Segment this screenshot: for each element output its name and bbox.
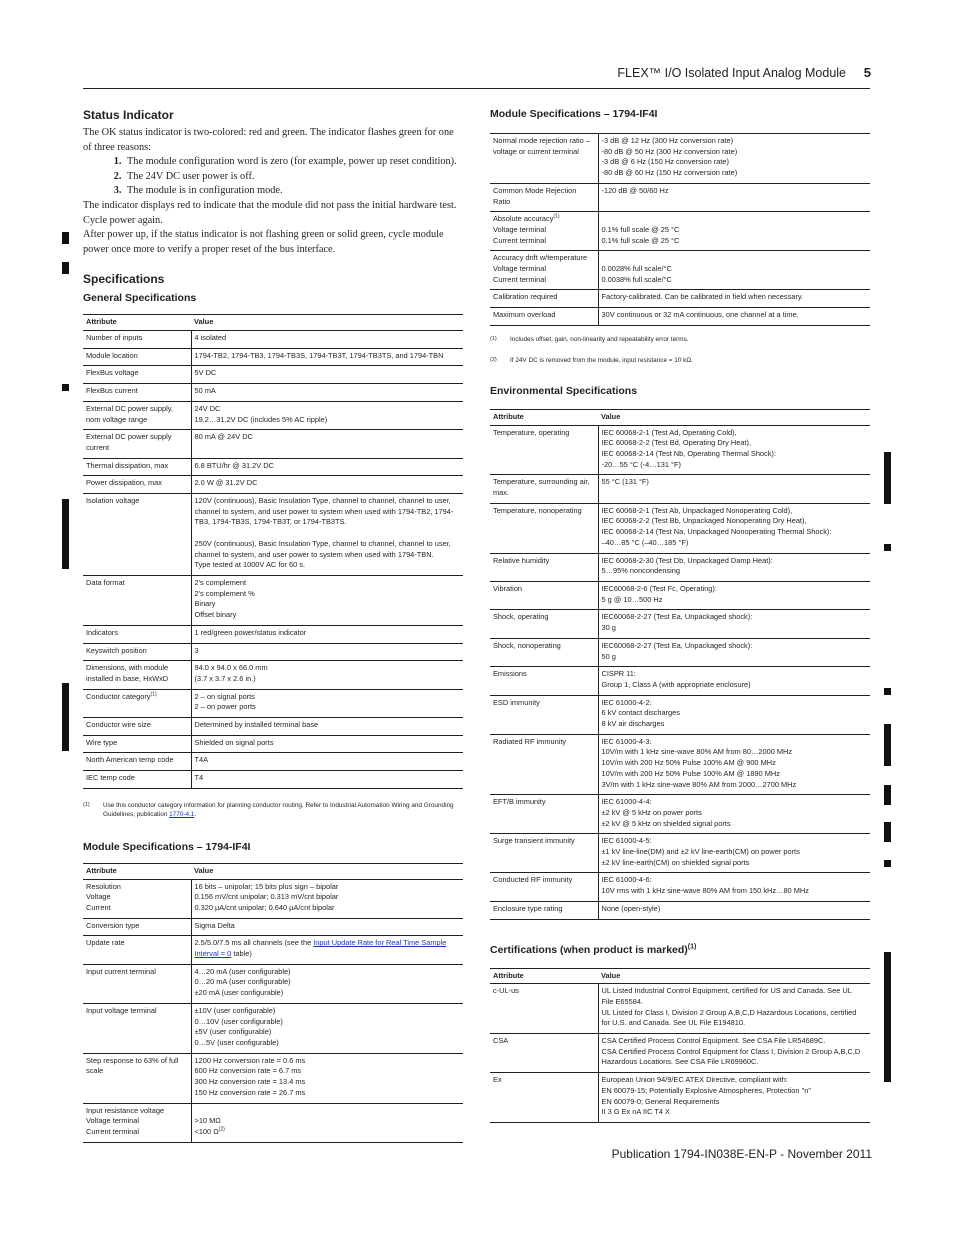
value-cell: European Union 94/9/EC ATEX Directive, compliant with: EN 60079-15; Potentially Explosive Atmospheres, Protection "n" EN 60079-0; General Requirements II 3 G Ex nA IIC T4 X <box>598 1073 870 1123</box>
change-bar <box>884 785 891 805</box>
table-header-row <box>490 409 870 425</box>
attribute-cell: Update rate <box>83 936 191 964</box>
table-row <box>490 1073 870 1123</box>
header-rule <box>83 88 870 89</box>
value-cell: 16 bits – unipolar; 15 bits plus sign – bipolar 0.156 mV/cnt unipolar; 0.313 mV/cnt bipolar 0.320 µA/cnt unipolar; 0.640 µA/cnt bipolar <box>191 879 463 918</box>
attribute-cell: Thermal dissipation, max <box>83 458 191 476</box>
status-reason-list <box>83 155 463 199</box>
value-text: 2.5/5.0/7.5 ms all channels (see the <box>194 938 314 948</box>
attribute-cell: Ex <box>490 1073 598 1123</box>
column-header: Attribute <box>490 968 598 984</box>
column-header: Attribute <box>490 409 598 425</box>
value-cell: 2 – on signal ports 2 – on power ports <box>191 689 463 717</box>
module-spec-heading: Module Specifications – 1794-IF4I <box>83 840 251 853</box>
table-row <box>490 134 870 184</box>
change-bar <box>884 452 891 504</box>
attribute-cell: Isolation voltage <box>83 494 191 576</box>
table-row <box>83 458 463 476</box>
value-cell: 120V (continuous), Basic Insulation Type, channel to channel, channel to user, channel to system, and user power to system when used with 1794-TB2, 1794-TB3, 1794-TB3S, 1794-TB3T, or 1794-TB3TS. 250V (continuous), Basic Insulation Type, channel to channel, channel to user, channel to system, and user power to system when used with 1794-TBN. Type tested at 1000V AC for 60 s. <box>191 494 463 576</box>
module-spec-table <box>83 863 463 1143</box>
attribute-cell: Calibration required <box>490 290 598 308</box>
footnote-text: Includes offset, gain, non-linearity and repeatability error terms. <box>510 335 689 343</box>
footnote <box>83 801 463 819</box>
value-cell: -3 dB @ 12 Hz (300 Hz conversion rate) -80 dB @ 50 Hz (300 Hz conversion rate) -3 dB @ 6 Hz (150 Hz conversion rate) -80 dB @ 60 Hz (150 Hz conversion rate) <box>598 134 870 184</box>
table-row <box>83 918 463 936</box>
list-item: 1. The module configuration word is zero (for example, power up reset condition). <box>124 155 463 170</box>
certifications-heading-text: Certifications (when product is marked) <box>490 943 688 956</box>
attribute-cell: Input current terminal <box>83 964 191 1003</box>
table-row <box>83 718 463 736</box>
value-cell: 94.0 x 94.0 x 66.0 mm (3.7 x 3.7 x 2.6 in.) <box>191 661 463 689</box>
value-cell: CISPR 11: Group 1, Class A (with appropriate enclosure) <box>598 667 870 695</box>
footnote <box>490 356 870 365</box>
attribute-text: Absolute accuracy <box>493 214 554 224</box>
value-cell: 4 isolated <box>191 331 463 349</box>
specifications-heading: Specifications <box>83 272 165 287</box>
table-row <box>490 425 870 475</box>
footnote-text <box>103 801 463 819</box>
table-row <box>83 476 463 494</box>
table-row <box>490 475 870 503</box>
value-cell: 1 red/green power/status indicator <box>191 625 463 643</box>
status-paragraph: After power up, if the status indicator is not flashing green or solid green, cycle module power once more to verify a proper reset of the bus interface. <box>83 229 444 255</box>
table-row <box>83 936 463 964</box>
value-cell: 0.1% full scale @ 25 °C 0.1% full scale @ 25 °C <box>598 212 870 251</box>
value-cell: ±10V (user configurable) 0…10V (user configurable) ±5V (user configurable) 0…5V (user configurable) <box>191 1003 463 1053</box>
table-row <box>490 695 870 734</box>
left-column <box>83 108 463 1143</box>
module-spec-continued-heading: Module Specifications – 1794-IF4I <box>490 108 658 120</box>
footnote-end: . <box>194 810 197 818</box>
change-bar <box>62 262 69 274</box>
attribute-text: Conductor category <box>86 691 151 701</box>
attribute-cell: Temperature, surrounding air, max. <box>490 475 598 503</box>
attribute-cell: External DC power supply, nom voltage range <box>83 401 191 429</box>
change-bar <box>62 683 69 751</box>
value-cell <box>191 1103 463 1142</box>
value-cell: 80 mA @ 24V DC <box>191 430 463 458</box>
value-cell: 2's complement 2's complement % Binary Offset binary <box>191 576 463 626</box>
attribute-text: Voltage terminal Current terminal <box>493 224 546 245</box>
table-row <box>83 964 463 1003</box>
table-row <box>490 503 870 553</box>
attribute-cell: FlexBus current <box>83 384 191 402</box>
column-header: Value <box>191 315 463 331</box>
publication-footer: Publication 1794-IN038E-EN-P - November 2011 <box>611 1147 872 1161</box>
table-row <box>83 1053 463 1103</box>
attribute-cell: IEC temp code <box>83 771 191 789</box>
table-row <box>83 879 463 918</box>
attribute-cell: External DC power supply current <box>83 430 191 458</box>
page-number: 5 <box>863 65 871 80</box>
value-cell: IEC60068-2-27 (Test Ea, Unpackaged shock): 50 g <box>598 638 870 666</box>
footnote-number: (1) <box>490 335 497 342</box>
table-header-row <box>83 863 463 879</box>
value-cell: Determined by installed terminal base <box>191 718 463 736</box>
attribute-cell: Indicators <box>83 625 191 643</box>
column-header: Value <box>598 409 870 425</box>
change-bar <box>62 384 69 391</box>
change-bar <box>884 724 891 766</box>
certifications-table <box>490 968 870 1123</box>
value-cell: Shielded on signal ports <box>191 735 463 753</box>
running-header-title: FLEX™ I/O Isolated Input Analog Module <box>617 66 846 80</box>
change-bar <box>884 544 891 551</box>
value-cell: 4…20 mA (user configurable) 0…20 mA (user configurable) ±20 mA (user configurable) <box>191 964 463 1003</box>
attribute-cell: Input voltage terminal <box>83 1003 191 1053</box>
table-row <box>83 689 463 717</box>
table-row <box>83 494 463 576</box>
attribute-cell: North American temp code <box>83 753 191 771</box>
attribute-cell: Resolution Voltage Current <box>83 879 191 918</box>
table-row <box>83 643 463 661</box>
value-cell: CSA Certified Process Control Equipment. See CSA File LR54689C. CSA Certified Process Control Equipment for Class I, Division 2 Group A,B,C,D Hazardous Locations. See CSA File LR69960C. <box>598 1034 870 1073</box>
list-item: 3. The module is in configuration mode. <box>124 184 463 199</box>
value-cell: IEC 61000-4-2: 6 kV contact discharges 8 kV air discharges <box>598 695 870 734</box>
attribute-cell: Dimensions, with module installed in base, HxWxD <box>83 661 191 689</box>
table-row <box>490 734 870 795</box>
table-row <box>83 625 463 643</box>
attribute-cell: Normal mode rejection ratio – voltage or current terminal <box>490 134 598 184</box>
table-row <box>490 610 870 638</box>
general-spec-table <box>83 314 463 789</box>
table-row <box>83 331 463 349</box>
attribute-cell: Step response to 63% of full scale <box>83 1053 191 1103</box>
table-row <box>83 430 463 458</box>
attribute-cell: Conducted RF immunity <box>490 873 598 901</box>
table-row <box>83 366 463 384</box>
value-cell: IEC 61000-4-6: 10V rms with 1 kHz sine-wave 80% AM from 150 kHz…80 MHz <box>598 873 870 901</box>
attribute-cell: Emissions <box>490 667 598 695</box>
attribute-cell: Keyswitch position <box>83 643 191 661</box>
table-row <box>490 183 870 211</box>
value-cell: 30V continuous or 32 mA continuous, one channel at a time. <box>598 308 870 326</box>
footnote-number: (2) <box>490 356 497 363</box>
attribute-cell: Conversion type <box>83 918 191 936</box>
change-bar <box>62 499 69 569</box>
environmental-spec-table <box>490 409 870 920</box>
attribute-cell: c-UL-us <box>490 984 598 1034</box>
attribute-cell: Power dissipation, max <box>83 476 191 494</box>
value-cell: T4A <box>191 753 463 771</box>
table-row <box>490 984 870 1034</box>
table-row <box>490 290 870 308</box>
table-row <box>83 771 463 789</box>
table-row <box>490 1034 870 1073</box>
attribute-cell: Temperature, nonoperating <box>490 503 598 553</box>
table-row <box>490 308 870 326</box>
attribute-cell: Vibration <box>490 581 598 609</box>
table-row <box>490 901 870 919</box>
column-header: Value <box>598 968 870 984</box>
list-item: 2. The 24V DC user power is off. <box>124 170 463 185</box>
column-header: Value <box>191 863 463 879</box>
table-row <box>490 581 870 609</box>
publication-link[interactable]: 1770-4.1 <box>169 810 195 818</box>
general-spec-heading: General Specifications <box>83 292 197 305</box>
value-cell: Factory-calibrated. Can be calibrated in field when necessary. <box>598 290 870 308</box>
attribute-cell: Input resistance voltage Voltage terminal Current terminal <box>83 1103 191 1142</box>
table-row <box>83 1003 463 1053</box>
attribute-cell: CSA <box>490 1034 598 1073</box>
change-bar <box>884 822 891 842</box>
table-row <box>83 401 463 429</box>
change-bar <box>884 860 891 867</box>
attribute-cell: EFT/B immunity <box>490 795 598 834</box>
table-header-row <box>490 968 870 984</box>
table-row <box>83 576 463 626</box>
value-cell: IEC 61000-4-5: ±1 kV line-line(DM) and ±2 kV line-earth(CM) on power ports ±2 kV line-earth(CM) on shielded signal ports <box>598 834 870 873</box>
table-row <box>490 667 870 695</box>
attribute-cell: Wire type <box>83 735 191 753</box>
status-intro: The OK status indicator is two-colored: red and green. The indicator flashes green for one of three reasons: <box>83 127 454 153</box>
value-cell <box>191 936 463 964</box>
value-cell: IEC60068-2-6 (Test Fc, Operating): 5 g @ 10…500 Hz <box>598 581 870 609</box>
attribute-cell: Temperature, operating <box>490 425 598 475</box>
footnote <box>490 335 870 344</box>
attribute-cell: Number of inputs <box>83 331 191 349</box>
value-cell: 50 mA <box>191 384 463 402</box>
table-row <box>490 834 870 873</box>
value-text: >10 MΩ <100 Ω <box>194 1116 221 1136</box>
value-cell: 55 °C (131 °F) <box>598 475 870 503</box>
value-cell: IEC 60068-2-30 (Test Db, Unpackaged Damp Heat): 5…95% noncondensing <box>598 553 870 581</box>
attribute-cell: Shock, nonoperating <box>490 638 598 666</box>
attribute-cell: Accuracy drift w/temperature Voltage terminal Current terminal <box>490 251 598 290</box>
value-cell: None (open-style) <box>598 901 870 919</box>
change-bar <box>884 688 891 695</box>
footnote-ref: (2) <box>218 1126 225 1133</box>
value-cell: IEC 60068-2-1 (Test Ab, Unpackaged Nonoperating Cold), IEC 60068-2-2 (Test Bb, Unpackaged Nonoperating Dry Heat), IEC 60068-2-14 (Test Na, Unpackaged Nonoperating Thermal Shock): –40…85 °C (–40…185 °F) <box>598 503 870 553</box>
attribute-cell: Common Mode Rejection Ratio <box>490 183 598 211</box>
value-cell: IEC 61000-4-4: ±2 kV @ 5 kHz on power ports ±2 kV @ 5 kHz on shielded signal ports <box>598 795 870 834</box>
table-row <box>83 753 463 771</box>
value-text: table) <box>231 949 252 959</box>
value-cell: T4 <box>191 771 463 789</box>
environmental-spec-heading: Environmental Specifications <box>490 384 638 397</box>
status-indicator-heading: Status Indicator <box>83 108 174 122</box>
column-header: Attribute <box>83 315 191 331</box>
table-row <box>490 251 870 290</box>
footnote-number: (1) <box>83 801 90 808</box>
change-bar <box>884 952 891 1082</box>
certifications-heading <box>490 944 870 956</box>
update-rate-table-link[interactable]: Input Update Rate for Real Time Sample Interval = 0 <box>194 938 447 959</box>
value-cell: 1200 Hz conversion rate = 0.6 ms 600 Hz conversion rate = 6.7 ms 300 Hz conversion rate = 13.4 ms 150 Hz conversion rate = 26.7 ms <box>191 1053 463 1103</box>
footnote-body: Use this conductor category information for planning conductor routing. Refer to Industrial Automation Wiring and Grounding Guidelines, publication <box>103 801 454 818</box>
value-cell: Sigma Delta <box>191 918 463 936</box>
value-cell: IEC 60068-2-1 (Test Ad, Operating Cold), IEC 60068-2-2 (Test Bd, Operating Dry Heat), IEC 60068-2-14 (Test Nb, Operating Thermal Shock): -20…55 °C (-4…131 °F) <box>598 425 870 475</box>
value-cell: 5V DC <box>191 366 463 384</box>
attribute-cell: Conductor wire size <box>83 718 191 736</box>
attribute-cell <box>83 689 191 717</box>
attribute-cell: Maximum overload <box>490 308 598 326</box>
footnote-ref: (1) <box>553 213 560 220</box>
attribute-cell <box>490 212 598 251</box>
table-row <box>83 1103 463 1142</box>
attribute-cell: Surge transient immunity <box>490 834 598 873</box>
attribute-cell: Shock, operating <box>490 610 598 638</box>
value-cell: 6.8 BTU/hr @ 31.2V DC <box>191 458 463 476</box>
right-column <box>490 108 870 1123</box>
table-row <box>490 212 870 251</box>
value-cell: 0.0028% full scale/°C 0.0038% full scale/°C <box>598 251 870 290</box>
value-cell: -120 dB @ 50/60 Hz <box>598 183 870 211</box>
attribute-cell: Radiated RF immunity <box>490 734 598 795</box>
attribute-cell: Data format <box>83 576 191 626</box>
attribute-cell: Enclosure type rating <box>490 901 598 919</box>
module-spec-continued-table <box>490 133 870 326</box>
value-cell: 3 <box>191 643 463 661</box>
table-row <box>83 735 463 753</box>
table-row <box>490 795 870 834</box>
table-header-row <box>83 315 463 331</box>
value-cell: 2.0 W @ 31.2V DC <box>191 476 463 494</box>
attribute-cell: FlexBus voltage <box>83 366 191 384</box>
column-header: Attribute <box>83 863 191 879</box>
table-row <box>490 638 870 666</box>
table-row <box>83 348 463 366</box>
change-bar <box>62 232 69 244</box>
value-cell: UL Listed Industrial Control Equipment, certified for US and Canada. See UL File E65584. UL Listed for Class I, Division 2 Group A,B,C,D Hazardous Locations, certified for U.S. and Canada. See UL File E194810. <box>598 984 870 1034</box>
footnote-text: If 24V DC is removed from the module, input resistance = 10 kΩ. <box>510 356 693 364</box>
attribute-cell: Relative humidity <box>490 553 598 581</box>
attribute-cell: Module location <box>83 348 191 366</box>
attribute-cell: ESD immunity <box>490 695 598 734</box>
value-cell: 24V DC 19.2…31.2V DC (includes 5% AC ripple) <box>191 401 463 429</box>
table-row <box>490 553 870 581</box>
value-cell: IEC 61000-4-3: 10V/m with 1 kHz sine-wave 80% AM from 80…2000 MHz 10V/m with 200 Hz 50% Pulse 100% AM @ 900 MHz 10V/m with 200 Hz 50% Pulse 100% AM @ 1890 MHz 3V/m with 1 kHz sine-wave 80% AM from 2000…2700 MHz <box>598 734 870 795</box>
table-row <box>490 873 870 901</box>
footnote-ref: (1) <box>150 691 157 698</box>
value-cell: 1794-TB2, 1794-TB3, 1794-TB3S, 1794-TB3T, 1794-TB3TS, and 1794-TBN <box>191 348 463 366</box>
table-row <box>83 384 463 402</box>
value-cell: IEC60068-2-27 (Test Ea, Unpackaged shock): 30 g <box>598 610 870 638</box>
status-paragraph: The indicator displays red to indicate that the module did not pass the initial hardware test. Cycle power again. <box>83 199 457 226</box>
table-row <box>83 661 463 689</box>
footnote-ref: (1) <box>687 943 697 951</box>
